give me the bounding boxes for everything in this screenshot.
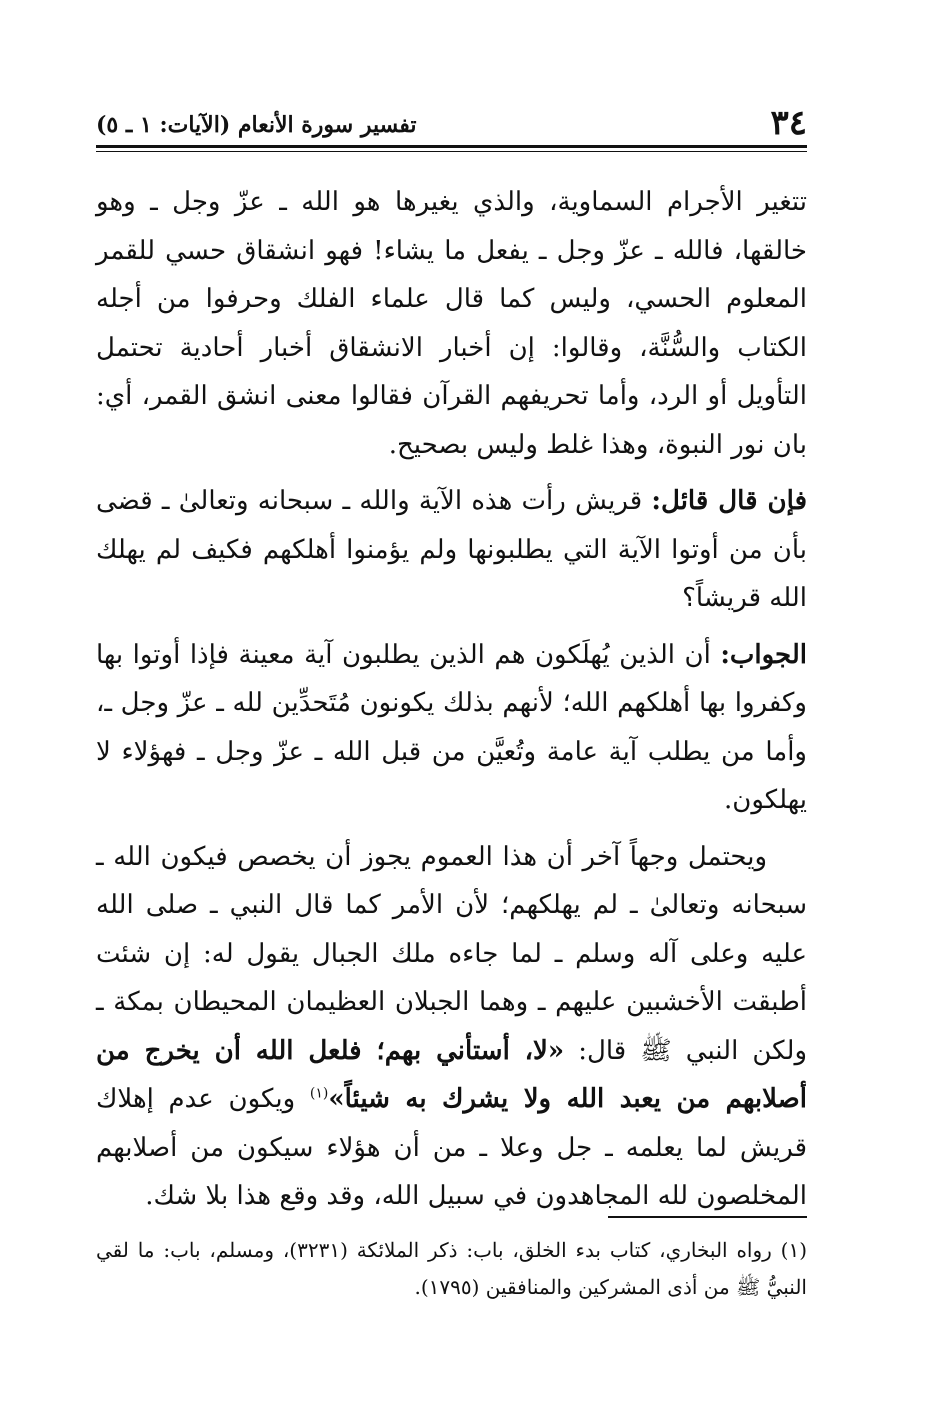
paragraph-text: تتغير الأجرام السماوية، والذي يغيرها هو الله ـ عزّ وجل ـ وهو خالقها، فالله ـ عزّ وجل ـ يفعل ما يشاء! فهو انشقاق حسي للقمر المعلوم الحسي، وليس كما قال علماء الفلك وحرفوا من أجله الكتاب والسُّنَّة، وقالوا: إن أخبار الانشقاق أخبار أحادية تحتمل التأويل أو الرد، وأما تحريفهم القرآن فقالوا معنى انشق القمر، أي: بان نور النبوة، وهذا غلط وليس بصحيح. <box>96 187 807 460</box>
paragraph-4 <box>96 833 807 1221</box>
page-header <box>96 98 807 143</box>
header-rule-thick <box>96 145 807 148</box>
running-title: تفسير سورة الأنعام (الآيات: ١ ـ ٥) <box>96 112 417 138</box>
hadith-quote: «لا، أستأني بهم؛ فلعل الله أن يخرج من أصلابهم من يعبد الله ولا يشرك به شيئاً» <box>96 1035 807 1114</box>
paragraph-tail: ويكون عدم إهلاك قريش لما يعلمه ـ جل وعلا ـ من أن هؤلاء سيكون من أصلابهم المخلصون لله المجاهدون في سبيل الله، وقد وقع هذا بلا شك. <box>96 1084 807 1211</box>
paragraph-lead: الجواب: <box>720 639 807 670</box>
paragraph-text: قريش رأت هذه الآية والله ـ سبحانه وتعالىٰ ـ قضى بأن من أوتوا الآية التي يطلبونها ولم يؤمنوا أهلكهم فكيف لم يهلك الله قريشاً؟ <box>96 486 807 613</box>
paragraph-1 <box>96 178 807 469</box>
paragraph-lead: فإن قال قائل: <box>651 486 807 516</box>
main-text <box>96 178 807 1229</box>
footnote-ref: (١) <box>309 1085 329 1102</box>
page-number: ٣٤ <box>770 103 807 143</box>
footnotes <box>96 1232 807 1306</box>
footnote-1: (١) رواه البخاري، كتاب بدء الخلق، باب: ذكر الملائكة (٣٢٣١)، ومسلم، باب: ما لقي النبيُّ ﷺ من أذى المشركين والمنافقين (١٧٩٥). <box>96 1238 807 1299</box>
paragraph-3 <box>96 631 807 825</box>
header-rule-thin <box>96 151 807 152</box>
footnote-separator <box>608 1216 807 1218</box>
paragraph-2 <box>96 477 807 623</box>
paragraph-text: أن الذين يُهلَكون هم الذين يطلبون آية معينة فإذا أوتوا بها وكفروا بها أهلكهم الله؛ لأنهم بذلك يكونون مُتَحدِّين لله ـ عزّ وجل ـ، وأما من يطلب آية عامة وتُعيَّن من قبل الله ـ عزّ وجل ـ فهؤلاء لا يهلكون. <box>96 639 807 815</box>
paragraph-text: ويحتمل وجهاً آخر أن هذا العموم يجوز أن يخصص فيكون الله ـ سبحانه وتعالىٰ ـ لم يهلكهم؛ لأن الأمر كما قال النبي ـ صلى الله عليه وعلى آله وسلم ـ لما جاءه ملك الجبال يقول له: إن شئت أطبقت الأخشبين عليهم ـ وهما الجبلان العظيمان المحيطان بمكة ـ ولكن النبي ﷺ قال: <box>96 841 807 1066</box>
